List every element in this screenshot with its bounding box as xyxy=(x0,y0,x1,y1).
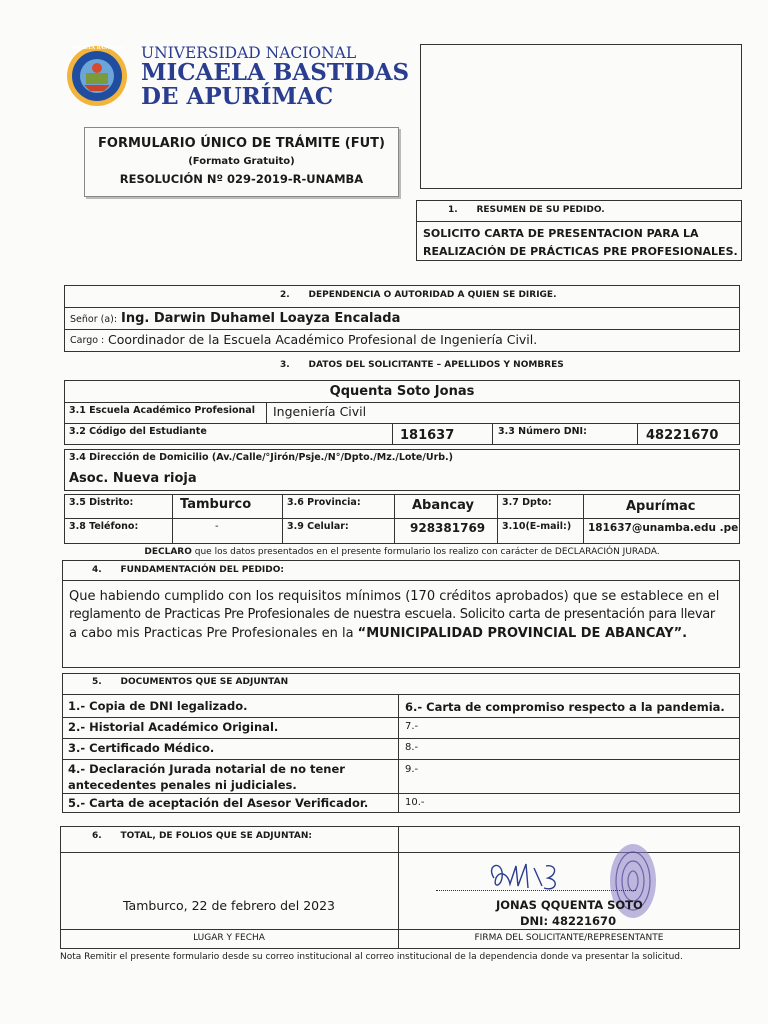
document-item-10: 10.- xyxy=(405,797,425,808)
celular-value: 928381769 xyxy=(410,521,486,535)
document-item-8: 8.- xyxy=(405,742,419,753)
provincia-label: 3.6 Provincia: xyxy=(287,497,361,508)
dpto-value: Apurímac xyxy=(626,499,696,514)
place-date-label: LUGAR Y FECHA xyxy=(193,933,265,943)
distrito-value: Tamburco xyxy=(180,497,252,512)
form-resolution: RESOLUCIÓN Nº 029-2019-R-UNAMBA xyxy=(119,172,364,186)
section6-heading: 6. TOTAL, DE FOLIOS QUE SE ADJUNTAN: xyxy=(92,831,313,841)
footer-note: Nota Remitir el presente formulario desde su correo institucional al correo institucional de la dependencia donde va presentar la solicitud. xyxy=(60,952,683,962)
dni-label: 3.3 Número DNI: xyxy=(498,426,587,437)
provincia-value: Abancay xyxy=(412,498,474,513)
signature-line xyxy=(436,890,636,891)
escuela-label: 3.1 Escuela Académico Profesional xyxy=(69,405,255,416)
university-name-line1: UNIVERSIDAD NACIONAL xyxy=(141,44,357,62)
declaration-text xyxy=(64,547,740,557)
photo-box xyxy=(420,44,742,189)
signature-label: FIRMA DEL SOLICITANTE/REPRESENTANTE xyxy=(474,933,664,943)
section2-heading: 2. DEPENDENCIA O AUTORIDAD A QUIEN SE DIRIGE. xyxy=(280,290,557,300)
document-item-4: 4.- Declaración Jurada notarial de no tener xyxy=(68,762,345,776)
codigo-label: 3.2 Código del Estudiante xyxy=(69,426,207,437)
section1-line2: REALIZACIÓN DE PRÁCTICAS PRE PROFESIONALES. xyxy=(423,245,738,258)
telefono-label: 3.8 Teléfono: xyxy=(69,521,139,532)
distrito-label: 3.5 Distrito: xyxy=(69,497,134,508)
celular-label: 3.9 Celular: xyxy=(287,521,349,532)
form-title: FORMULARIO ÚNICO DE TRÁMITE (FUT) xyxy=(98,136,385,151)
section3-heading: 3. DATOS DEL SOLICITANTE – APELLIDOS Y NOMBRES xyxy=(280,360,564,370)
signer-dni: DNI: 48221670 xyxy=(520,914,617,928)
section4-text3-bold: “MUNICIPALIDAD PROVINCIAL DE ABANCAY”. xyxy=(357,626,688,641)
section4-text-line1: Que habiendo cumplido con los requisitos mínimos (170 créditos aprobados) que se establece en el xyxy=(69,589,720,604)
senor-label: Señor (a): xyxy=(70,314,118,325)
section4-text3: a cabo mis Practicas Pre Profesionales en la xyxy=(69,626,358,641)
cargo-label: Cargo : xyxy=(70,335,105,346)
declaro-rest: que los datos presentados en el presente formulario los realizo con carácter de DECLARACIÓN JURADA. xyxy=(191,547,660,557)
document-item-6: 6.- Carta de compromiso respecto a la pandemia. xyxy=(405,700,725,714)
applicant-name: Qquenta Soto Jonas xyxy=(329,384,475,399)
section4-heading: 4. FUNDAMENTACIÓN DEL PEDIDO: xyxy=(92,565,284,575)
dpto-label: 3.7 Dpto: xyxy=(502,497,552,508)
section5-heading: 5. DOCUMENTOS QUE SE ADJUNTAN xyxy=(92,677,289,687)
document-item-1: 1.- Copia de DNI legalizado. xyxy=(68,699,248,713)
email-value: 181637@unamba.edu .pe xyxy=(588,522,739,534)
document-item-9: 9.- xyxy=(405,764,419,775)
dni-value: 48221670 xyxy=(646,428,719,443)
domicilio-label: 3.4 Dirección de Domicilio (Av./Calle/°Jirón/Psje./N°/Dpto./Mz./Lote/Urb.) xyxy=(69,452,453,463)
email-label: 3.10(E-mail:) xyxy=(502,521,572,532)
section1-heading: 1. RESUMEN DE SU PEDIDO. xyxy=(448,205,605,215)
signer-name: JONAS QQUENTA SOTO xyxy=(496,898,643,912)
domicilio-value: Asoc. Nueva rioja xyxy=(69,471,197,486)
cargo-value: Coordinador de la Escuela Académico Profesional de Ingeniería Civil. xyxy=(108,332,538,347)
document-item-3: 3.- Certificado Médico. xyxy=(68,741,215,755)
section4-text-line2: reglamento de Practicas Pre Profesionales de nuestra escuela. Solicito carta de presentación para llevar xyxy=(69,607,715,622)
codigo-value: 181637 xyxy=(400,428,455,443)
university-logo-seal xyxy=(66,45,128,107)
university-name-line2: MICAELA BASTIDAS xyxy=(141,59,410,86)
senor-value: Ing. Darwin Duhamel Loayza Encalada xyxy=(121,311,401,326)
declaro-bold: DECLARO xyxy=(144,547,192,557)
section4-text-line3 xyxy=(69,626,687,641)
logo-ring-text: MICAELA BASTIDAS xyxy=(70,46,124,51)
form-subtitle: (Formato Gratuito) xyxy=(188,156,295,167)
document-item-7: 7.- xyxy=(405,721,419,732)
place-date: Tamburco, 22 de febrero del 2023 xyxy=(122,898,336,913)
section1-line1: SOLICITO CARTA DE PRESENTACION PARA LA xyxy=(423,227,699,240)
document-item-4-cont: antecedentes penales ni judiciales. xyxy=(68,778,297,792)
document-item-2: 2.- Historial Académico Original. xyxy=(68,720,279,734)
document-item-5: 5.- Carta de aceptación del Asesor Verificador. xyxy=(68,796,369,810)
escuela-value: Ingeniería Civil xyxy=(273,404,367,419)
university-name-line3: DE APURÍMAC xyxy=(141,83,334,110)
telefono-value: - xyxy=(215,521,219,532)
